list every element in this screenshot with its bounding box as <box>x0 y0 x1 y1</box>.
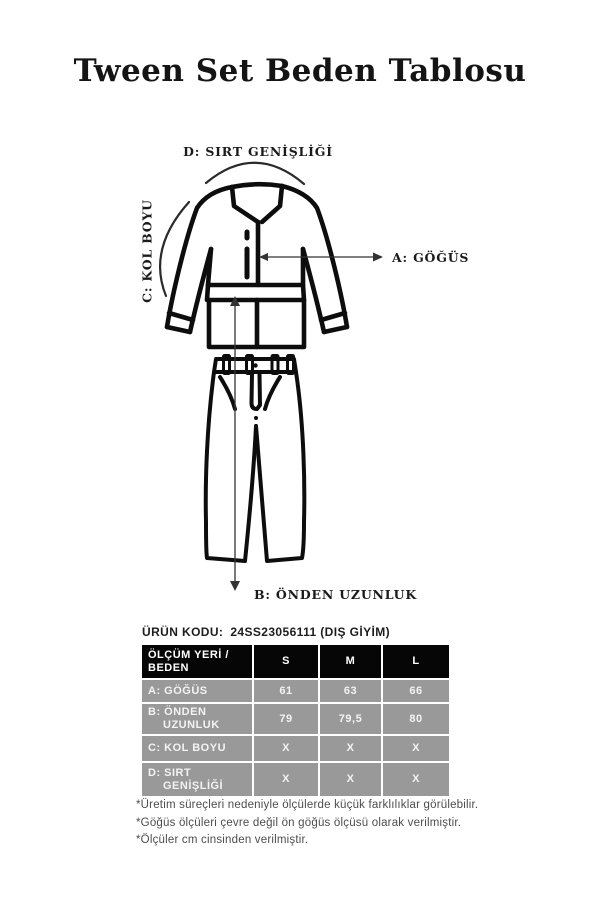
cell-value: X <box>382 762 450 797</box>
cell-value: X <box>319 762 382 797</box>
arrow-a-icon <box>259 253 383 262</box>
sleeve-length-label: C: KOL BOYU <box>139 199 155 303</box>
table-row <box>141 762 450 797</box>
back-width-label: D: SIRT GENİŞLİĞİ <box>183 144 333 159</box>
product-code-value: 24SS23056111 (DIŞ GİYİM) <box>230 625 391 639</box>
table-row <box>141 679 450 703</box>
page-title: Tween Set Beden Tablosu <box>73 53 527 89</box>
cell-value: 79,5 <box>319 703 382 735</box>
footnote: *Üretim süreçleri nedeniyle ölçülerde küçük farklılıklar görülebilir. <box>136 799 479 811</box>
row-label: B: ÖNDEN UZUNLUK <box>141 703 253 735</box>
cell-value: 63 <box>319 679 382 703</box>
cell-value: 66 <box>382 679 450 703</box>
footnotes <box>136 797 478 850</box>
chest-label: A: GÖĞÜS <box>392 250 470 265</box>
cell-value: X <box>382 735 450 762</box>
row-label: D: SIRT GENİŞLİĞİ <box>141 762 253 797</box>
cell-value: 61 <box>253 679 319 703</box>
cell-value: X <box>253 735 319 762</box>
row-label: C: KOL BOYU <box>141 735 253 762</box>
arrow-b-icon <box>230 296 240 591</box>
table-row <box>141 703 450 735</box>
jacket-drawing <box>167 184 347 347</box>
cell-value: X <box>253 762 319 797</box>
front-length-label: B: ÖNDEN UZUNLUK <box>254 587 418 602</box>
header-size-l: L <box>382 644 450 679</box>
table-row <box>141 735 450 762</box>
pants-drawing <box>206 356 305 562</box>
header-size-s: S <box>253 644 319 679</box>
row-label: A: GÖĞÜS <box>141 679 253 703</box>
cell-value: X <box>319 735 382 762</box>
product-code-label: ÜRÜN KODU: <box>142 625 224 639</box>
header-measure-place: ÖLÇÜM YERİ / BEDEN <box>141 644 253 679</box>
measure-arc-d-icon <box>206 163 304 184</box>
product-code-line <box>142 625 390 639</box>
footnote: *Göğüs ölçüleri çevre değil ön göğüs ölçüsü olarak verilmiştir. <box>136 816 462 829</box>
table-header-row <box>141 644 450 679</box>
header-size-m: M <box>319 644 382 679</box>
cell-value: 80 <box>382 703 450 735</box>
cell-value: 79 <box>253 703 319 735</box>
footnote: *Ölçüler cm cinsinden verilmiştir. <box>136 834 309 846</box>
size-table <box>140 643 451 798</box>
